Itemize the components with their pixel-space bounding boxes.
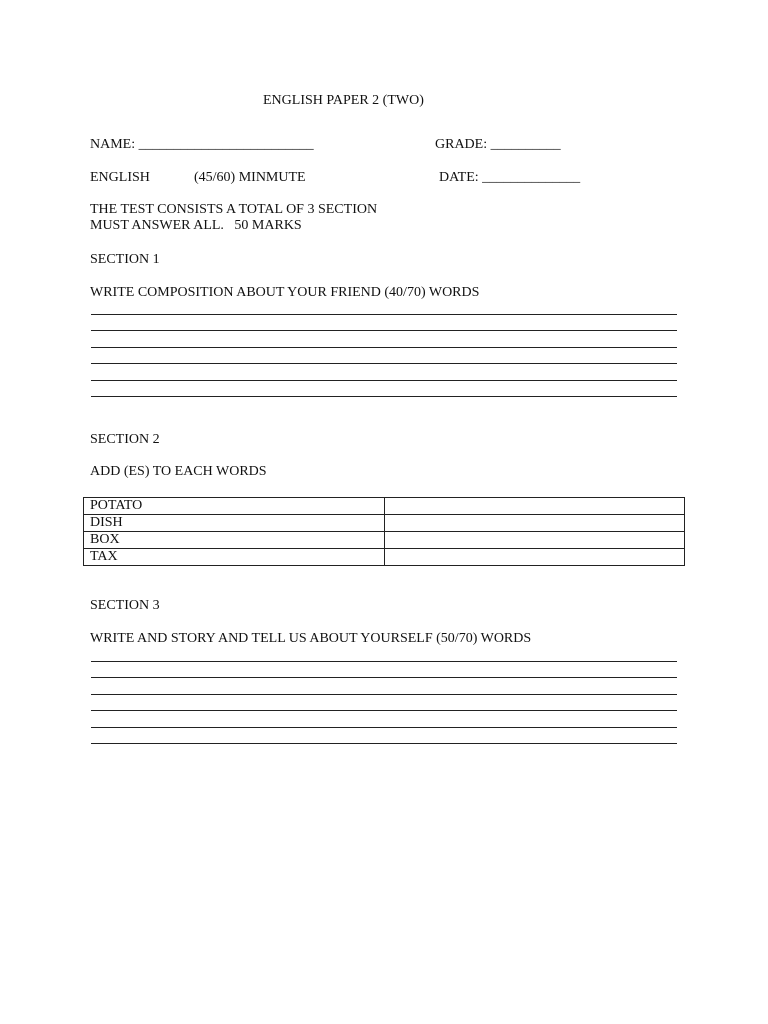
table-row	[84, 498, 685, 515]
section-1-heading: SECTION 1	[90, 252, 160, 267]
section-3-heading: SECTION 3	[90, 598, 160, 613]
table-row	[84, 532, 685, 549]
answer-cell	[384, 532, 685, 549]
table-row	[84, 549, 685, 566]
grade-field: GRADE: __________	[435, 137, 561, 152]
answer-line	[91, 330, 677, 331]
instructions-line-2: MUST ANSWER ALL. 50 MARKS	[90, 218, 302, 233]
answer-cell	[384, 498, 685, 515]
word-cell: POTATO	[84, 498, 385, 515]
word-table	[83, 497, 685, 566]
answer-line	[91, 694, 677, 695]
word-cell: BOX	[84, 532, 385, 549]
answer-line	[91, 727, 677, 728]
page-title: ENGLISH PAPER 2 (TWO)	[263, 93, 424, 108]
section-1-prompt: WRITE COMPOSITION ABOUT YOUR FRIEND (40/70) WORDS	[90, 285, 480, 300]
answer-line	[91, 363, 677, 364]
answer-cell	[384, 515, 685, 532]
name-field: NAME: _________________________	[90, 137, 314, 152]
answer-line	[91, 661, 677, 662]
answer-line	[91, 743, 677, 744]
section-2-heading: SECTION 2	[90, 432, 160, 447]
answer-line	[91, 380, 677, 381]
word-cell: TAX	[84, 549, 385, 566]
answer-cell	[384, 549, 685, 566]
subject-label: ENGLISH	[90, 170, 150, 185]
answer-line	[91, 677, 677, 678]
table-row	[84, 515, 685, 532]
section-2-prompt: ADD (ES) TO EACH WORDS	[90, 464, 267, 479]
duration-label: (45/60) MINMUTE	[194, 170, 306, 185]
answer-line	[91, 710, 677, 711]
date-field: DATE: ______________	[439, 170, 581, 185]
word-cell: DISH	[84, 515, 385, 532]
answer-line	[91, 396, 677, 397]
section-3-prompt: WRITE AND STORY AND TELL US ABOUT YOURSELF (50/70) WORDS	[90, 631, 532, 646]
instructions-line-1: THE TEST CONSISTS A TOTAL OF 3 SECTION	[90, 202, 378, 217]
answer-line	[91, 314, 677, 315]
answer-line	[91, 347, 677, 348]
